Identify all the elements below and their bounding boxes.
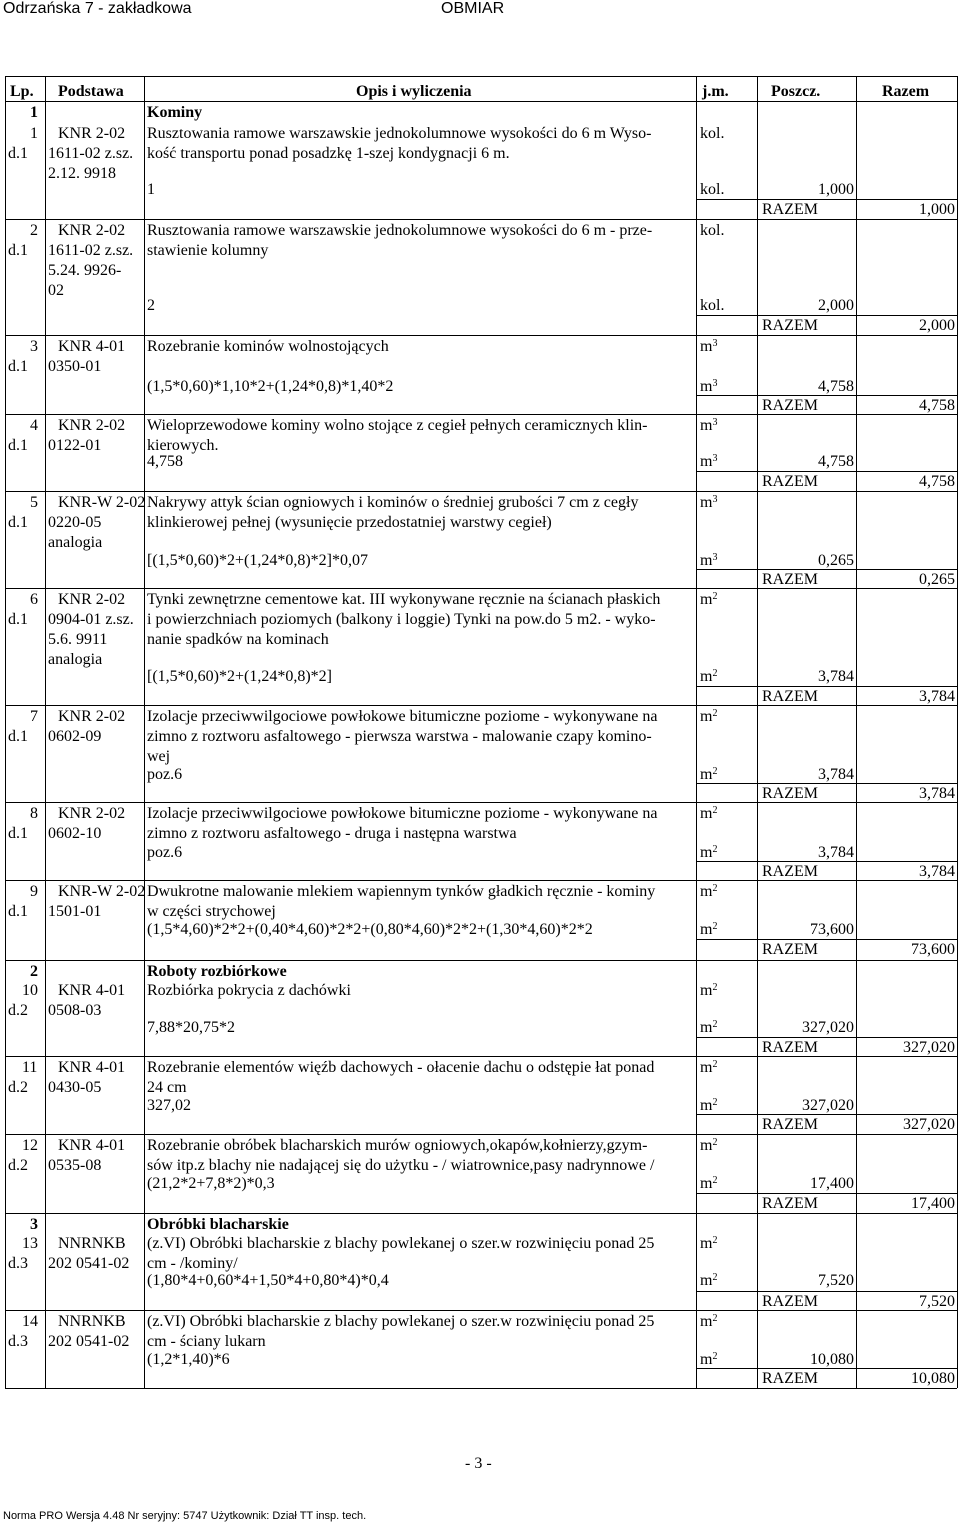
rule-line (5, 960, 957, 961)
item-unit (700, 707, 717, 726)
column-line (5, 76, 6, 1388)
item-calc-unit (700, 1271, 717, 1290)
item-catalog-ext: 5.24. 9926- (48, 262, 122, 279)
item-calc-unit (700, 1174, 717, 1193)
item-unit-text: m (700, 982, 713, 999)
item-unit (700, 493, 717, 512)
item-catalog: 1611-02 z.sz. (48, 242, 134, 259)
rule-line (5, 1213, 957, 1214)
item-calc-unit-text: m (700, 844, 713, 861)
item-basis: KNR 4-01 (58, 338, 126, 355)
item-basis: KNR 4-01 (58, 1137, 126, 1154)
item-calculation: (1,5*4,60)*2*2+(0,40*4,60)*2*2+(0,80*4,60)*2*2+(1,30*4,60)*2*2 (147, 921, 593, 938)
item-description: i powierzchniach poziomych (balkony i loggie) Tynki na pow.do 5 m2. - wyko- (147, 611, 656, 628)
rule-line (696, 1193, 957, 1194)
item-calc-unit-text: m (700, 1351, 713, 1368)
item-total-label: RAZEM (762, 317, 818, 334)
item-unit-text: m (700, 338, 713, 355)
item-description: Rusztowania ramowe warszawskie jednokolumnowe wysokości do 6 m Wyso- (147, 125, 652, 142)
item-description: Wieloprzewodowe kominy wolno stojące z cegieł pełnych ceramicznych klin- (147, 417, 648, 434)
item-calc-unit (700, 1350, 717, 1369)
item-description: Rozbiórka pokrycia z dachówki (147, 982, 351, 999)
item-total-label: RAZEM (762, 941, 818, 958)
item-total-label: RAZEM (762, 1293, 818, 1310)
item-description: (z.VI) Obróbki blacharskie z blachy powlekanej o szer.w rozwinięciu ponad 25 (147, 1313, 655, 1330)
item-total-value: 17,400 (911, 1195, 955, 1212)
item-lp: 13 (22, 1235, 38, 1252)
item-description: Dwukrotne malowanie mlekiem wapiennym tynków gładkich ręcznie - kominy (147, 883, 656, 900)
item-unit (700, 1312, 717, 1331)
item-total-value: 3,784 (919, 785, 955, 802)
item-total-label: RAZEM (762, 863, 818, 880)
item-department: d.1 (8, 825, 28, 842)
item-lp: 4 (30, 417, 38, 434)
item-catalog: 202 0541-02 (48, 1255, 130, 1272)
item-lp: 6 (30, 591, 38, 608)
unit-exponent: 2 (712, 844, 718, 855)
item-calc-unit (700, 377, 717, 396)
item-partial-value: 73,600 (810, 921, 854, 938)
item-description: 24 cm (147, 1079, 187, 1096)
item-partial-value: 3,784 (818, 766, 854, 783)
item-calc-unit (700, 920, 717, 939)
item-unit-text: m (700, 1059, 713, 1076)
page-header (0, 0, 960, 20)
item-total-label: RAZEM (762, 1195, 818, 1212)
col-razem-header: Razem (882, 83, 930, 100)
item-calc-unit-text: m (700, 453, 713, 470)
item-catalog: 0122-01 (48, 437, 102, 454)
item-partial-value: 4,758 (818, 453, 854, 470)
item-catalog: 0350-01 (48, 358, 102, 375)
item-basis: KNR 2-02 (58, 805, 126, 822)
item-department: d.3 (8, 1333, 28, 1350)
item-unit-text: m (700, 1313, 713, 1330)
item-calc-unit (700, 551, 717, 570)
item-description: zimno z roztworu asfaltowego - pierwsza warstwa - malowanie czapy komino- (147, 728, 652, 745)
item-basis: KNR 2-02 (58, 417, 126, 434)
item-partial-value: 327,020 (802, 1019, 854, 1036)
item-unit (700, 416, 717, 435)
item-description: Izolacje przeciwwilgociowe powłokowe bitumiczne poziome - wykonywane na (147, 708, 658, 725)
item-description: wej (147, 748, 171, 765)
item-total-value: 3,784 (919, 688, 955, 705)
item-description: Rozebranie elementów więźb dachowych - ołacenie dachu o odstępie łat ponad (147, 1059, 655, 1076)
item-catalog-ext: 5.6. 9911 (48, 631, 108, 648)
item-catalog: 0220-05 (48, 514, 102, 531)
item-partial-value: 0,265 (818, 552, 854, 569)
item-department: d.2 (8, 1079, 28, 1096)
item-catalog-ext: analogia (48, 534, 103, 551)
item-department: d.1 (8, 145, 28, 162)
rule-line (5, 802, 957, 803)
rule-line (696, 939, 957, 940)
item-total-value: 2,000 (919, 317, 955, 334)
item-total-value: 1,000 (919, 201, 955, 218)
item-department: d.1 (8, 242, 28, 259)
rule-line (696, 1037, 957, 1038)
unit-exponent: 2 (712, 1175, 718, 1186)
column-line (957, 76, 958, 1388)
rule-line (5, 219, 957, 220)
item-calc-unit (700, 765, 717, 784)
section-number: 1 (30, 104, 38, 121)
item-description: Nakrywy attyk ścian ogniowych i kominów o średniej grubości 7 cm z cegły (147, 494, 639, 511)
unit-exponent: 2 (712, 766, 718, 777)
item-calc-unit-text: m (700, 1272, 713, 1289)
section-title: Roboty rozbiórkowe (147, 963, 287, 980)
item-catalog: 0535-08 (48, 1157, 102, 1174)
item-total-value: 73,600 (911, 941, 955, 958)
item-total-value: 327,020 (903, 1116, 955, 1133)
item-catalog: 0904-01 z.sz. (48, 611, 134, 628)
item-basis: KNR 2-02 (58, 125, 126, 142)
item-total-value: 3,784 (919, 863, 955, 880)
rule-line (696, 395, 957, 396)
item-lp: 11 (22, 1059, 38, 1076)
col-podstawa-header: Podstawa (58, 83, 124, 100)
item-catalog: 0602-10 (48, 825, 102, 842)
item-calculation: [(1,5*0,60)*2+(1,24*0,8)*2]*0,07 (147, 552, 368, 569)
item-description: cm - ściany lukarn (147, 1333, 266, 1350)
item-description: Izolacje przeciwwilgociowe powłokowe bitumiczne poziome - wykonywane na (147, 805, 658, 822)
item-lp: 10 (22, 982, 38, 999)
item-description: nanie spadków na kominach (147, 631, 329, 648)
item-unit-text: m (700, 1235, 713, 1252)
column-line (45, 76, 46, 1388)
item-department: d.1 (8, 903, 28, 920)
item-description: (z.VI) Obróbki blacharskie z blachy powlekanej o szer.w rozwinięciu ponad 25 (147, 1235, 655, 1252)
item-catalog-ext2: analogia (48, 651, 103, 668)
col-lp-header: Lp. (10, 83, 34, 100)
item-calculation: [(1,5*0,60)*2+(1,24*0,8)*2] (147, 668, 332, 685)
unit-exponent: 3 (712, 417, 718, 428)
item-calculation: 4,758 (147, 453, 183, 470)
item-total-label: RAZEM (762, 1039, 818, 1056)
item-unit (700, 882, 717, 901)
unit-exponent: 3 (712, 494, 718, 505)
item-partial-value: 7,520 (818, 1272, 854, 1289)
item-calculation: (1,5*0,60)*1,10*2+(1,24*0,8)*1,40*2 (147, 378, 394, 395)
item-description: w części strychowej (147, 903, 276, 920)
column-line (856, 76, 857, 1388)
item-lp: 1 (30, 125, 38, 142)
rule-line (696, 783, 957, 784)
item-total-value: 7,520 (919, 1293, 955, 1310)
item-catalog: 0430-05 (48, 1079, 102, 1096)
rule-line (5, 335, 957, 336)
item-unit-text: m (700, 1137, 713, 1154)
unit-exponent: 3 (712, 378, 718, 389)
item-calc-unit-text: m (700, 1175, 713, 1192)
unit-exponent: 3 (712, 338, 718, 349)
rule-line (696, 1291, 957, 1292)
unit-exponent: 2 (712, 1019, 718, 1030)
item-partial-value: 3,784 (818, 844, 854, 861)
col-poszcz-header: Poszcz. (771, 83, 821, 100)
item-unit: kol. (700, 125, 725, 142)
unit-exponent: 2 (712, 883, 718, 894)
item-description: kość transportu ponad posadzkę 1-szej kondygnacji 6 m. (147, 145, 510, 162)
item-total-label: RAZEM (762, 688, 818, 705)
item-unit-text: m (700, 805, 713, 822)
unit-exponent: 2 (712, 1059, 718, 1070)
item-calc-unit: kol. (700, 297, 725, 314)
col-opis-header: Opis i wyliczenia (356, 83, 472, 100)
item-basis: KNR 2-02 (58, 708, 126, 725)
item-department: d.1 (8, 728, 28, 745)
item-calc-unit-text: m (700, 1019, 713, 1036)
item-department: d.2 (8, 1002, 28, 1019)
item-catalog-ext: 2.12. 9918 (48, 165, 116, 182)
document-section: OBMIAR (441, 0, 505, 17)
item-partial-value: 3,784 (818, 668, 854, 685)
item-unit-text: m (700, 883, 713, 900)
item-basis: KNR-W 2-02 (58, 883, 146, 900)
item-calculation: 1 (147, 181, 155, 198)
item-total-label: RAZEM (762, 571, 818, 588)
item-description: Rozebranie obróbek blacharskich murów ogniowych,okapów,kołnierzy,gzym- (147, 1137, 648, 1154)
item-basis: KNR 4-01 (58, 1059, 126, 1076)
section-number: 2 (30, 963, 38, 980)
item-unit-text: m (700, 494, 713, 511)
unit-exponent: 2 (712, 1351, 718, 1362)
item-unit (700, 1058, 717, 1077)
unit-exponent: 3 (712, 453, 718, 464)
item-unit (700, 804, 717, 823)
item-basis: NNRNKB (58, 1313, 126, 1330)
item-calc-unit-text: m (700, 668, 713, 685)
rule-line (5, 101, 957, 102)
item-unit (700, 1136, 717, 1155)
item-catalog: 1501-01 (48, 903, 102, 920)
item-catalog-ext2: 02 (48, 282, 64, 299)
item-unit-text: m (700, 708, 713, 725)
rule-line (5, 1134, 957, 1135)
item-unit (700, 590, 717, 609)
item-calc-unit (700, 452, 717, 471)
item-total-value: 0,265 (919, 571, 955, 588)
section-title: Obróbki blacharskie (147, 1216, 289, 1233)
rule-line (696, 1114, 957, 1115)
document-title: Odrzańska 7 - zakładkowa (3, 0, 192, 17)
item-partial-value: 4,758 (818, 378, 854, 395)
unit-exponent: 2 (712, 982, 718, 993)
rule-line (696, 1368, 957, 1369)
item-department: d.1 (8, 358, 28, 375)
item-lp: 8 (30, 805, 38, 822)
item-calc-unit-text: m (700, 766, 713, 783)
unit-exponent: 2 (712, 1137, 718, 1148)
item-description: cm - /kominy/ (147, 1255, 238, 1272)
column-line (144, 76, 145, 1388)
rule-line (5, 705, 957, 706)
item-calc-unit-text: m (700, 552, 713, 569)
item-description: Rozebranie kominów wolnostojących (147, 338, 389, 355)
rule-line (696, 686, 957, 687)
rule-line (5, 880, 957, 881)
item-calc-unit (700, 1018, 717, 1037)
rule-line (696, 569, 957, 570)
item-partial-value: 10,080 (810, 1351, 854, 1368)
item-department: d.1 (8, 437, 28, 454)
item-calculation: 327,02 (147, 1097, 191, 1114)
item-catalog: 202 0541-02 (48, 1333, 130, 1350)
item-catalog: 1611-02 z.sz. (48, 145, 134, 162)
item-description: sów itp.z blachy nie nadającej się do użytku - / wiatrownice,pasy nadrynnowe / (147, 1157, 655, 1174)
item-total-label: RAZEM (762, 473, 818, 490)
rule-line (5, 588, 957, 589)
item-calc-unit-text: m (700, 921, 713, 938)
item-description: Tynki zewnętrzne cementowe kat. III wykonywane ręcznie na ścianach płaskich (147, 591, 661, 608)
item-lp: 9 (30, 883, 38, 900)
rule-line (5, 414, 957, 415)
item-department: d.3 (8, 1255, 28, 1272)
item-partial-value: 327,020 (802, 1097, 854, 1114)
item-lp: 12 (22, 1137, 38, 1154)
item-calculation: (1,80*4+0,60*4+1,50*4+0,80*4)*0,4 (147, 1272, 389, 1289)
item-calculation: poz.6 (147, 844, 183, 861)
section-number: 3 (30, 1216, 38, 1233)
item-calc-unit-text: m (700, 378, 713, 395)
item-calc-unit-text: m (700, 1097, 713, 1114)
unit-exponent: 2 (712, 1272, 718, 1283)
item-total-value: 10,080 (911, 1370, 955, 1387)
rule-line (696, 861, 957, 862)
unit-exponent: 2 (712, 1313, 718, 1324)
item-basis: KNR 4-01 (58, 982, 126, 999)
item-unit-text: m (700, 591, 713, 608)
rule-line (696, 471, 957, 472)
item-calc-unit (700, 843, 717, 862)
item-basis: KNR 2-02 (58, 591, 126, 608)
item-unit (700, 337, 717, 356)
item-total-value: 327,020 (903, 1039, 955, 1056)
rule-line (5, 1388, 957, 1389)
item-department: d.2 (8, 1157, 28, 1174)
item-calculation: 7,88*20,75*2 (147, 1019, 235, 1036)
item-description: stawienie kolumny (147, 242, 269, 259)
item-total-label: RAZEM (762, 201, 818, 218)
item-catalog: 0602-09 (48, 728, 102, 745)
rule-line (5, 1056, 957, 1057)
item-department: d.1 (8, 514, 28, 531)
item-partial-value: 1,000 (818, 181, 854, 198)
item-description: kierowych. (147, 437, 219, 454)
unit-exponent: 2 (712, 1235, 718, 1246)
item-calc-unit: kol. (700, 181, 725, 198)
item-total-value: 4,758 (919, 473, 955, 490)
item-calculation: poz.6 (147, 766, 183, 783)
section-title: Kominy (147, 104, 203, 121)
item-lp: 7 (30, 708, 38, 725)
unit-exponent: 2 (712, 805, 718, 816)
item-partial-value: 2,000 (818, 297, 854, 314)
item-description: klinkierowej pełnej (wysunięcie przedostatniej warstwy cegieł) (147, 514, 552, 531)
unit-exponent: 2 (712, 1097, 718, 1108)
item-total-value: 4,758 (919, 397, 955, 414)
item-description: zimno z roztworu asfaltowego - druga i następna warstwa (147, 825, 517, 842)
item-basis: KNR-W 2-02 (58, 494, 146, 511)
rule-line (5, 76, 957, 77)
item-calculation: 2 (147, 297, 155, 314)
unit-exponent: 2 (712, 921, 718, 932)
unit-exponent: 2 (712, 708, 718, 719)
item-catalog: 0508-03 (48, 1002, 102, 1019)
rule-line (696, 315, 957, 316)
item-basis: NNRNKB (58, 1235, 126, 1252)
item-department: d.1 (8, 611, 28, 628)
item-lp: 2 (30, 222, 38, 239)
unit-exponent: 2 (712, 591, 718, 602)
column-line (757, 76, 758, 1388)
item-description: Rusztowania ramowe warszawskie jednokolumnowe wysokości do 6 m - prze- (147, 222, 653, 239)
item-lp: 5 (30, 494, 38, 511)
rule-line (696, 199, 957, 200)
item-unit (700, 1234, 717, 1253)
item-unit: kol. (700, 222, 725, 239)
unit-exponent: 3 (712, 552, 718, 563)
item-total-label: RAZEM (762, 1116, 818, 1133)
col-jm-header: j.m. (702, 83, 729, 100)
item-calculation: (1,2*1,40)*6 (147, 1351, 230, 1368)
item-calc-unit (700, 1096, 717, 1115)
column-line (696, 76, 697, 1388)
item-calc-unit (700, 667, 717, 686)
item-unit (700, 981, 717, 1000)
item-total-label: RAZEM (762, 1370, 818, 1387)
item-lp: 3 (30, 338, 38, 355)
page-number: - 3 - (465, 1455, 492, 1472)
item-calculation: (21,2*2+7,8*2)*0,3 (147, 1175, 275, 1192)
item-unit-text: m (700, 417, 713, 434)
unit-exponent: 2 (712, 668, 718, 679)
item-lp: 14 (22, 1313, 38, 1330)
rule-line (5, 491, 957, 492)
item-total-label: RAZEM (762, 397, 818, 414)
rule-line (5, 1310, 957, 1311)
item-basis: KNR 2-02 (58, 222, 126, 239)
software-footer: Norma PRO Wersja 4.48 Nr seryjny: 5747 Użytkownik: Dział TT insp. tech. (3, 1510, 367, 1522)
item-total-label: RAZEM (762, 785, 818, 802)
item-partial-value: 17,400 (810, 1175, 854, 1192)
